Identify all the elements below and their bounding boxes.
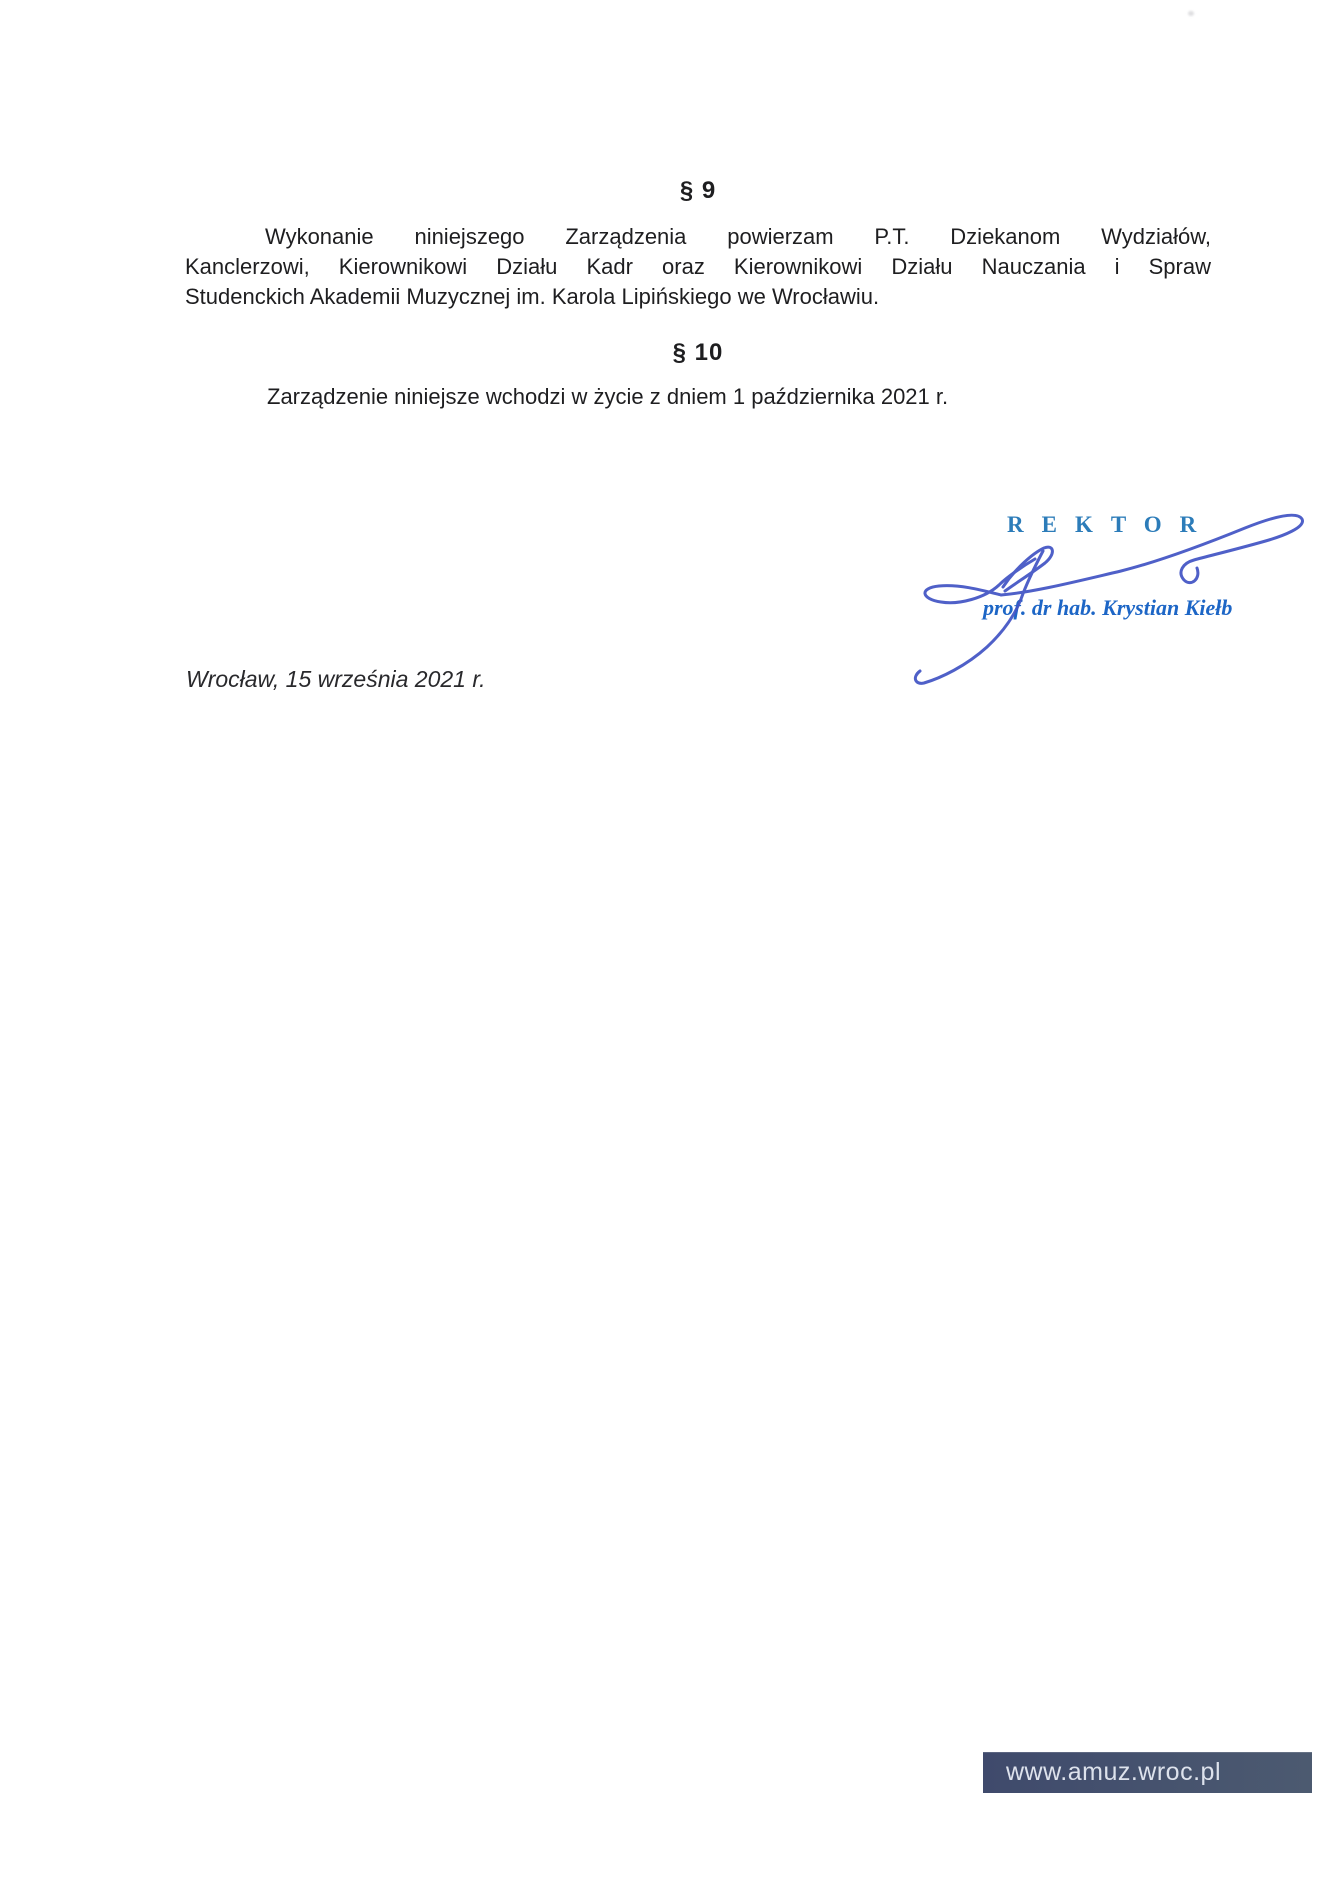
signature-block: [903, 503, 1313, 688]
section-10-heading: § 10: [672, 339, 724, 366]
section-9-line-2: Kanclerzowi, Kierownikowi Działu Kadr oraz Kierownikowi Działu Nauczania i Spraw: [185, 254, 1211, 279]
section-9-heading: § 9: [679, 177, 717, 204]
footer-bar: [983, 1752, 1312, 1793]
document-body: [185, 176, 1211, 412]
rektor-title: REKTOR: [1007, 512, 1215, 537]
scan-artifact-speck: [1188, 11, 1194, 16]
section-9-line-1: Wykonanie niniejszego Zarządzenia powierzam P.T. Dziekanom Wydziałów,: [265, 224, 1211, 249]
section-9-paragraph: [185, 222, 1211, 312]
handwritten-signature-icon: [903, 503, 1313, 688]
signer-name: prof. dr hab. Krystian Kiełb: [983, 595, 1233, 620]
section-9-line-3: Studenckich Akademii Muzycznej im. Karola Lipińskiego we Wrocławiu.: [185, 284, 880, 309]
section-10-paragraph: Zarządzenie niniejsze wchodzi w życie z dniem 1 października 2021 r.: [267, 384, 949, 409]
dateline: Wrocław, 15 września 2021 r.: [186, 666, 486, 692]
footer-website-url: www.amuz.wroc.pl: [1006, 1758, 1221, 1786]
